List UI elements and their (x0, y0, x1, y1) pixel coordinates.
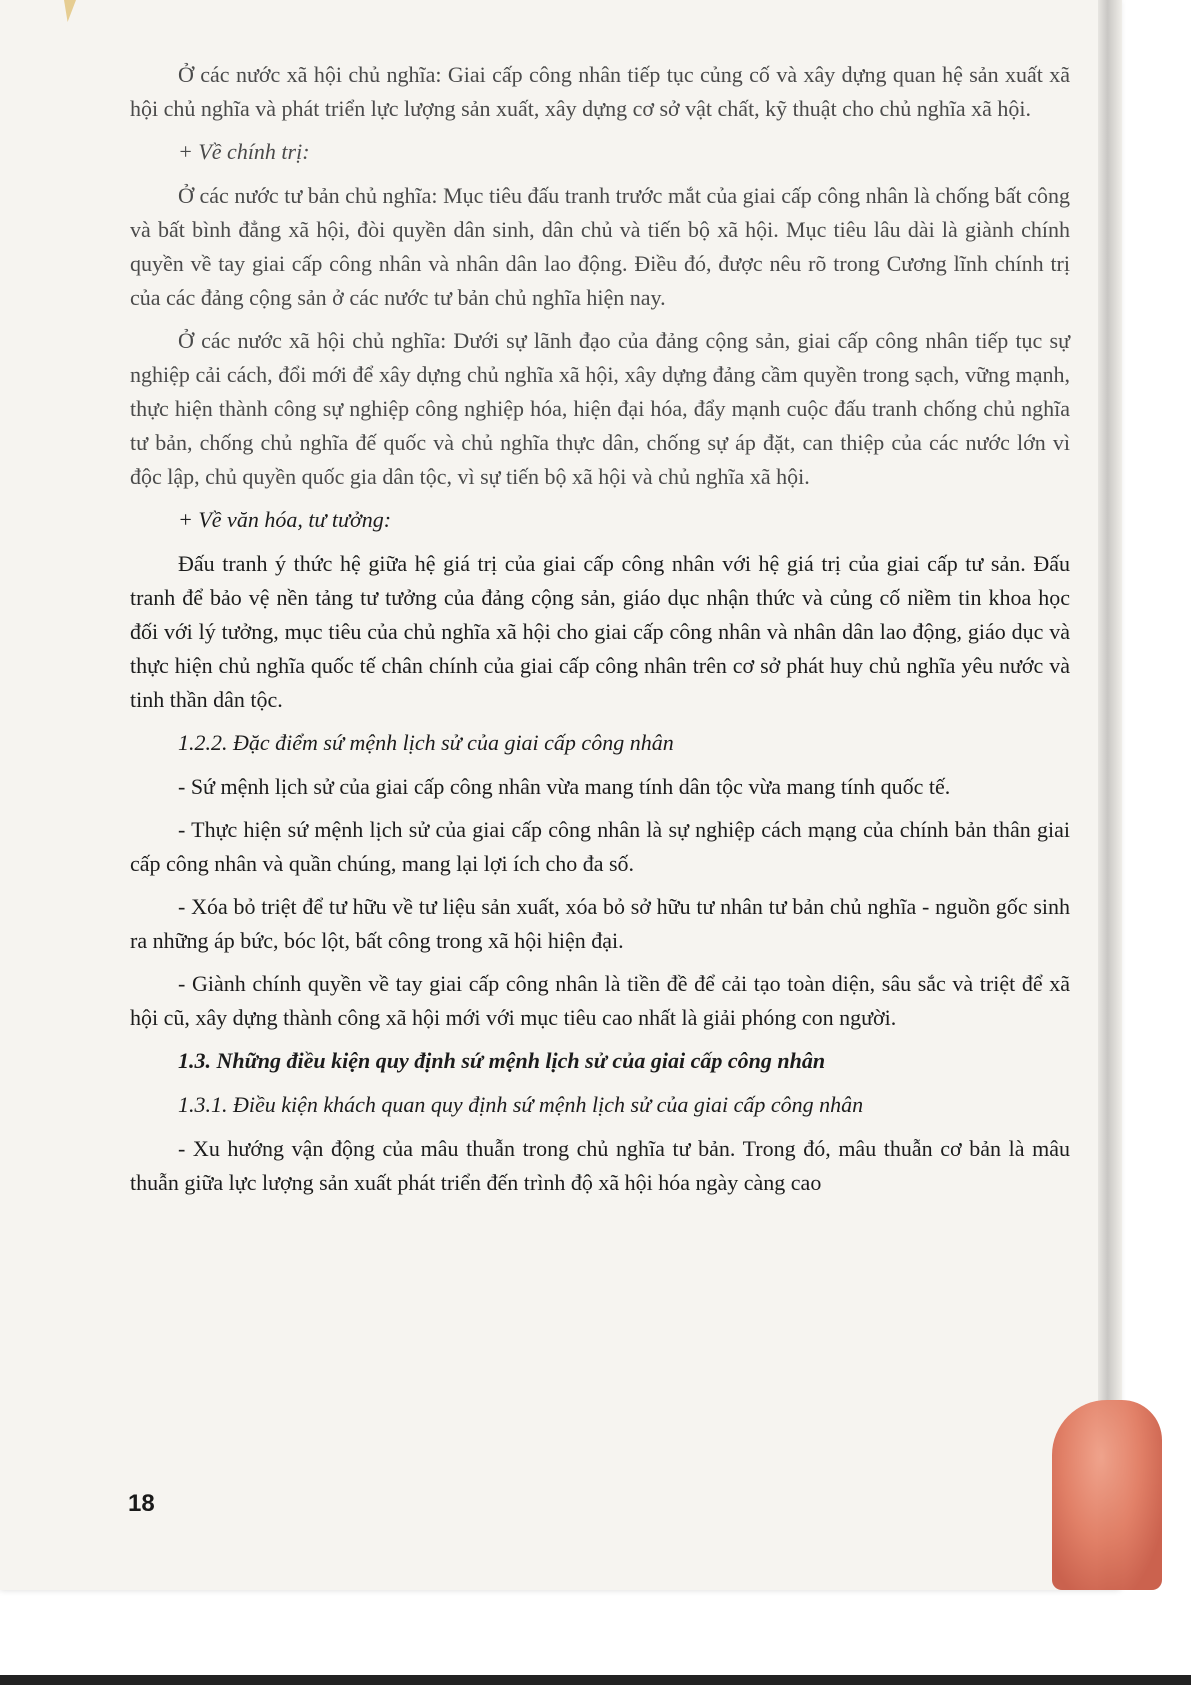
page-number: 18 (128, 1490, 155, 1517)
paragraph-0: Ở các nước xã hội chủ nghĩa: Giai cấp công nhân tiếp tục củng cố và xây dựng quan hệ sản xuất xã hội chủ nghĩa và phát triển lực lượng sản xuất, xây dựng cơ sở vật chất, kỹ thuật cho chủ nghĩa xã hội. (130, 62, 1070, 121)
paragraph-7: - Sứ mệnh lịch sử của giai cấp công nhân vừa mang tính dân tộc vừa mang tính quốc tế. (178, 774, 951, 799)
bottom-strip (0, 1675, 1191, 1685)
scan-artifact (64, 0, 76, 22)
finger-holding-page (1052, 1400, 1162, 1590)
section-heading-4: + Về văn hóa, tư tưởng: (178, 507, 392, 532)
section-heading-1: + Về chính trị: (178, 139, 310, 164)
paragraph-13: - Xu hướng vận động của mâu thuẫn trong chủ nghĩa tư bản. Trong đó, mâu thuẫn cơ bản là mâu thuẫn giữa lực lượng sản xuất phát triển đến trình độ xã hội hóa ngày càng cao (130, 1136, 1070, 1195)
paragraph-5: Đấu tranh ý thức hệ giữa hệ giá trị của giai cấp công nhân với hệ giá trị của giai cấp tư sản. Đấu tranh để bảo vệ nền tảng tư tưởng của đảng cộng sản, giáo dục nhận thức và củng cố niềm tin khoa học đối với lý tưởng, mục tiêu của chủ nghĩa xã hội cho giai cấp công nhân và nhân dân lao động, giáo dục và thực hiện chủ nghĩa quốc tế chân chính của giai cấp công nhân trên cơ sở phát huy chủ nghĩa yêu nước và tinh thần dân tộc. (130, 551, 1070, 712)
section-heading-12: 1.3.1. Điều kiện khách quan quy định sứ mệnh lịch sử của giai cấp công nhân (178, 1092, 864, 1117)
page-text (130, 58, 1070, 1209)
paragraph-8: - Thực hiện sứ mệnh lịch sử của giai cấp công nhân là sự nghiệp cách mạng của chính bản thân giai cấp công nhân và quần chúng, mang lại lợi ích cho đa số. (130, 817, 1070, 876)
paragraph-9: - Xóa bỏ triệt để tư hữu về tư liệu sản xuất, xóa bỏ sở hữu tư nhân tư bản chủ nghĩa - nguồn gốc sinh ra những áp bức, bóc lột, bất công trong xã hội hiện đại. (130, 894, 1070, 953)
section-heading-11: 1.3. Những điều kiện quy định sứ mệnh lịch sử của giai cấp công nhân (178, 1048, 826, 1073)
section-heading-6: 1.2.2. Đặc điểm sứ mệnh lịch sử của giai cấp công nhân (178, 730, 674, 755)
paragraph-2: Ở các nước tư bản chủ nghĩa: Mục tiêu đấu tranh trước mắt của giai cấp công nhân là chống bất công và bất bình đẳng xã hội, đòi quyền dân sinh, dân chủ và tiến bộ xã hội. Mục tiêu lâu dài là giành chính quyền về tay giai cấp công nhân và nhân dân lao động. Điều đó, được nêu rõ trong Cương lĩnh chính trị của các đảng cộng sản ở các nước tư bản chủ nghĩa hiện nay. (130, 183, 1070, 310)
paragraph-10: - Giành chính quyền về tay giai cấp công nhân là tiền đề để cải tạo toàn diện, sâu sắc và triệt để xã hội cũ, xây dựng thành công xã hội mới với mục tiêu cao nhất là giải phóng con người. (130, 971, 1070, 1030)
page-edge-shadow (1098, 0, 1122, 1590)
paragraph-3: Ở các nước xã hội chủ nghĩa: Dưới sự lãnh đạo của đảng cộng sản, giai cấp công nhân tiếp tục sự nghiệp cải cách, đổi mới để xây dựng chủ nghĩa xã hội, xây dựng đảng cầm quyền trong sạch, vững mạnh, thực hiện thành công sự nghiệp công nghiệp hóa, hiện đại hóa, đẩy mạnh cuộc đấu tranh chống chủ nghĩa tư bản, chống chủ nghĩa đế quốc và chủ nghĩa thực dân, chống sự áp đặt, can thiệp của các nước lớn vì độc lập, chủ quyền quốc gia dân tộc, vì sự tiến bộ xã hội và chủ nghĩa xã hội. (130, 328, 1070, 489)
